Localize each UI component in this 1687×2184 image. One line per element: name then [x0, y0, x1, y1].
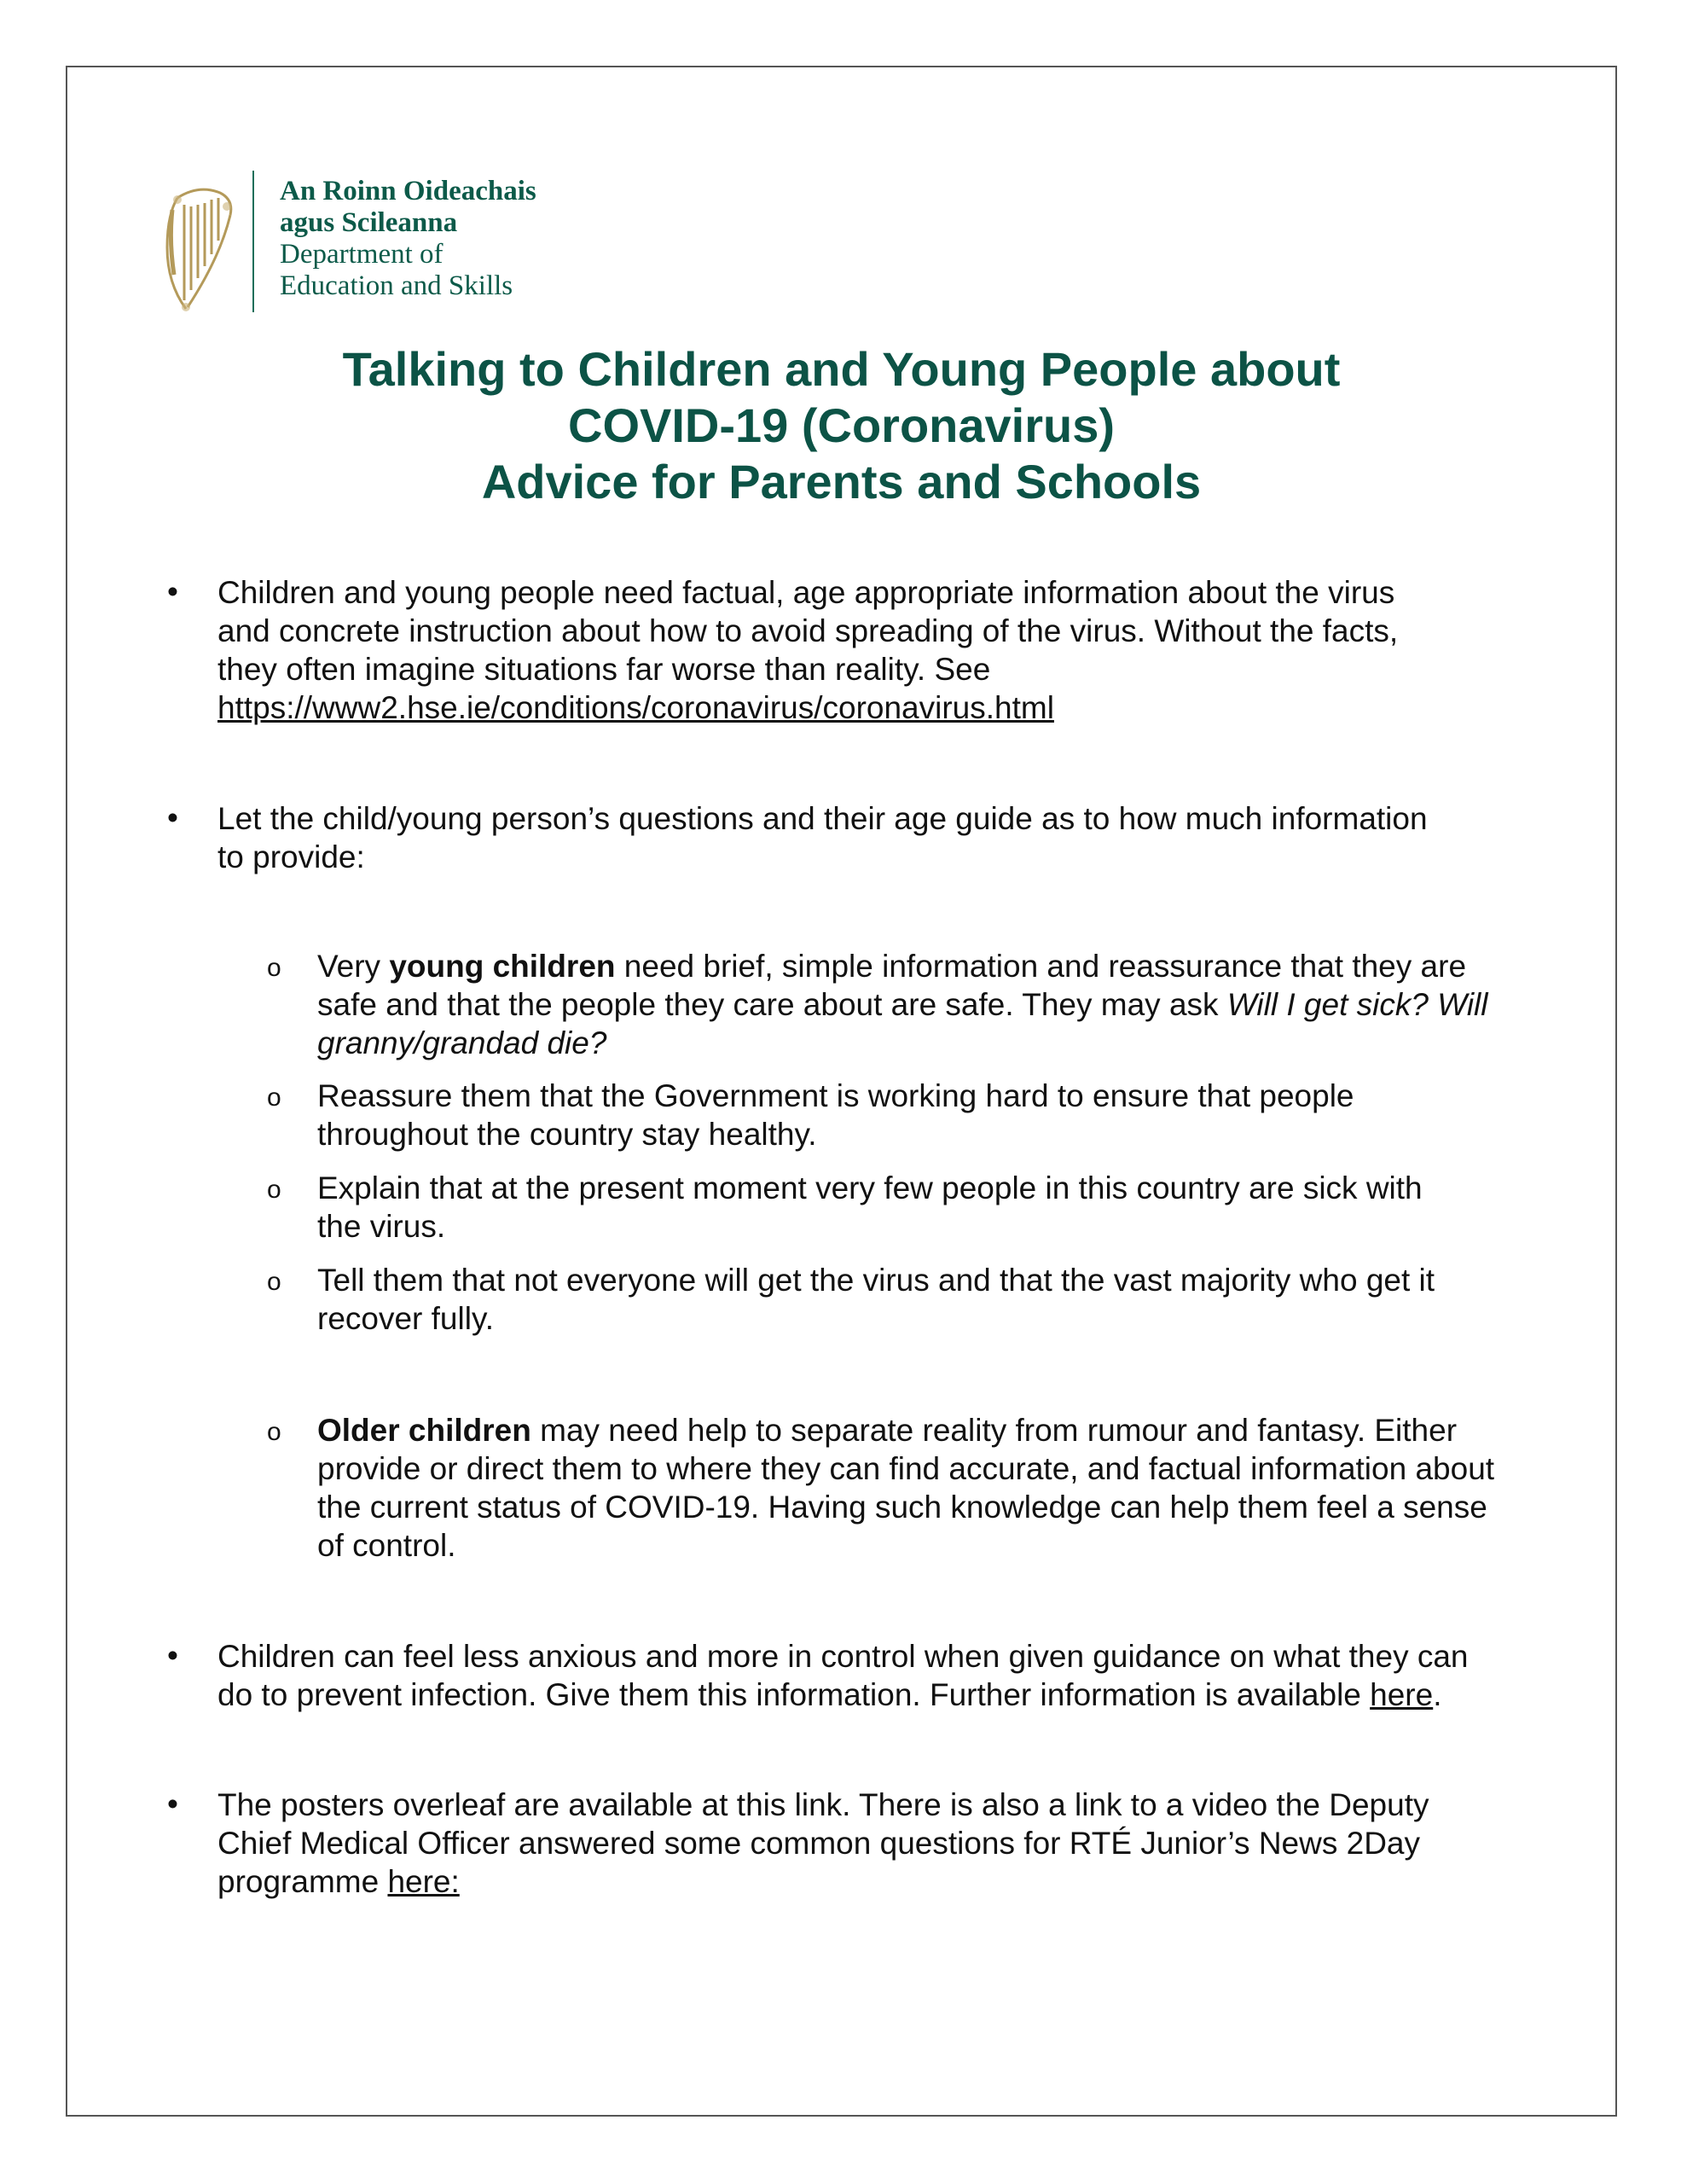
sub-item-3-line-1: Explain that at the present moment very few people in this country are sick with: [317, 1170, 1423, 1205]
sub-item-4-line-2: recover fully.: [317, 1301, 494, 1336]
bullet-marker: •: [167, 574, 178, 609]
sub-item-3: [317, 1169, 1571, 1246]
logo-english-line-1: Department of: [280, 239, 443, 270]
sub-bullet-marker: o: [267, 1083, 281, 1112]
bullet-marker: •: [167, 800, 178, 835]
sub-item-1-line-2: safe and that the people they care about are safe. They may ask: [317, 987, 1227, 1022]
sub-item-1-suffix: need brief, simple information and reassurance that they are: [615, 949, 1467, 984]
bullet-2-line-1: Let the child/young person’s questions and their age guide as to how much information: [217, 801, 1428, 836]
bullet-2-line-2: to provide:: [217, 839, 365, 874]
sub-item-3-line-2: the virus.: [317, 1209, 446, 1244]
title-line-1: Talking to Children and Young People about: [342, 342, 1341, 396]
sub-item-1: [317, 947, 1571, 1062]
bullet-1-line-1: Children and young people need factual, age appropriate information about the virus: [217, 575, 1395, 610]
sub-item-1-bold: young children: [389, 949, 616, 984]
hse-coronavirus-link[interactable]: https://www2.hse.ie/conditions/coronavirus/coronavirus.html: [217, 690, 1054, 725]
bullet-1-line-2: and concrete instruction about how to avoid spreading of the virus. Without the facts,: [217, 613, 1399, 648]
bullet-marker: •: [167, 1786, 178, 1821]
bullet-4-line-2: Chief Medical Officer answered some common questions for RTÉ Junior’s News 2Day: [217, 1826, 1421, 1861]
bullet-3-period: .: [1433, 1677, 1442, 1712]
sub-bullet-marker: o: [267, 954, 281, 982]
sub-item-5: [317, 1411, 1571, 1565]
sub-item-5-line-2: provide or direct them to where they can find accurate, and factual information about: [317, 1451, 1495, 1486]
bullet-3-line-2: do to prevent infection. Give them this information. Further information is available: [217, 1677, 1371, 1712]
sub-item-1-italic-question: Will I get sick? Will: [1226, 987, 1488, 1022]
bullet-1-line-3: they often imagine situations far worse than reality. See: [217, 652, 991, 687]
logo-irish-line-1: An Roinn Oideachais: [280, 176, 536, 206]
bullet-text-4: [217, 1786, 1548, 1901]
further-information-link[interactable]: here: [1370, 1677, 1434, 1712]
logo-irish-line-2: agus Scileanna: [280, 207, 458, 238]
sub-item-5-suffix: may need help to separate reality from rumour and fantasy. Either: [530, 1413, 1458, 1448]
bullet-text-3: [217, 1637, 1548, 1714]
sub-bullet-marker: o: [267, 1268, 281, 1296]
bullet-3-line-1: Children can feel less anxious and more in control when given guidance on what they can: [217, 1639, 1469, 1674]
bullet-text-2: [217, 799, 1548, 876]
video-link[interactable]: here:: [387, 1864, 460, 1899]
sub-item-2-line-2: throughout the country stay healthy.: [317, 1117, 817, 1152]
sub-item-5-line-3: the current status of COVID-19. Having such knowledge can help them feel a sense: [317, 1490, 1487, 1525]
sub-item-2: [317, 1077, 1571, 1153]
bullet-4-line-1: The posters overleaf are available at this link. There is also a link to a video the Deputy: [217, 1787, 1429, 1822]
sub-item-5-line-4: of control.: [317, 1528, 456, 1563]
bullet-text-1: [217, 573, 1548, 727]
logo-english-line-2: Education and Skills: [280, 270, 513, 301]
sub-bullet-marker: o: [267, 1176, 281, 1204]
sub-item-1-italic-line-3: granny/grandad die?: [317, 1025, 607, 1060]
bullet-marker: •: [167, 1638, 178, 1673]
sub-item-2-line-1: Reassure them that the Government is working hard to ensure that people: [317, 1078, 1354, 1113]
sub-item-5-bold: Older children: [317, 1413, 531, 1448]
sub-item-1-prefix: Very: [317, 949, 390, 984]
sub-item-4: [317, 1261, 1571, 1338]
sub-bullet-marker: o: [267, 1418, 281, 1446]
title-line-2: COVID-19 (Coronavirus): [568, 398, 1115, 452]
bullet-4-line-3: programme: [217, 1864, 388, 1899]
title-line-3: Advice for Parents and Schools: [481, 455, 1202, 508]
sub-item-4-line-1: Tell them that not everyone will get the virus and that the vast majority who get it: [317, 1263, 1435, 1298]
